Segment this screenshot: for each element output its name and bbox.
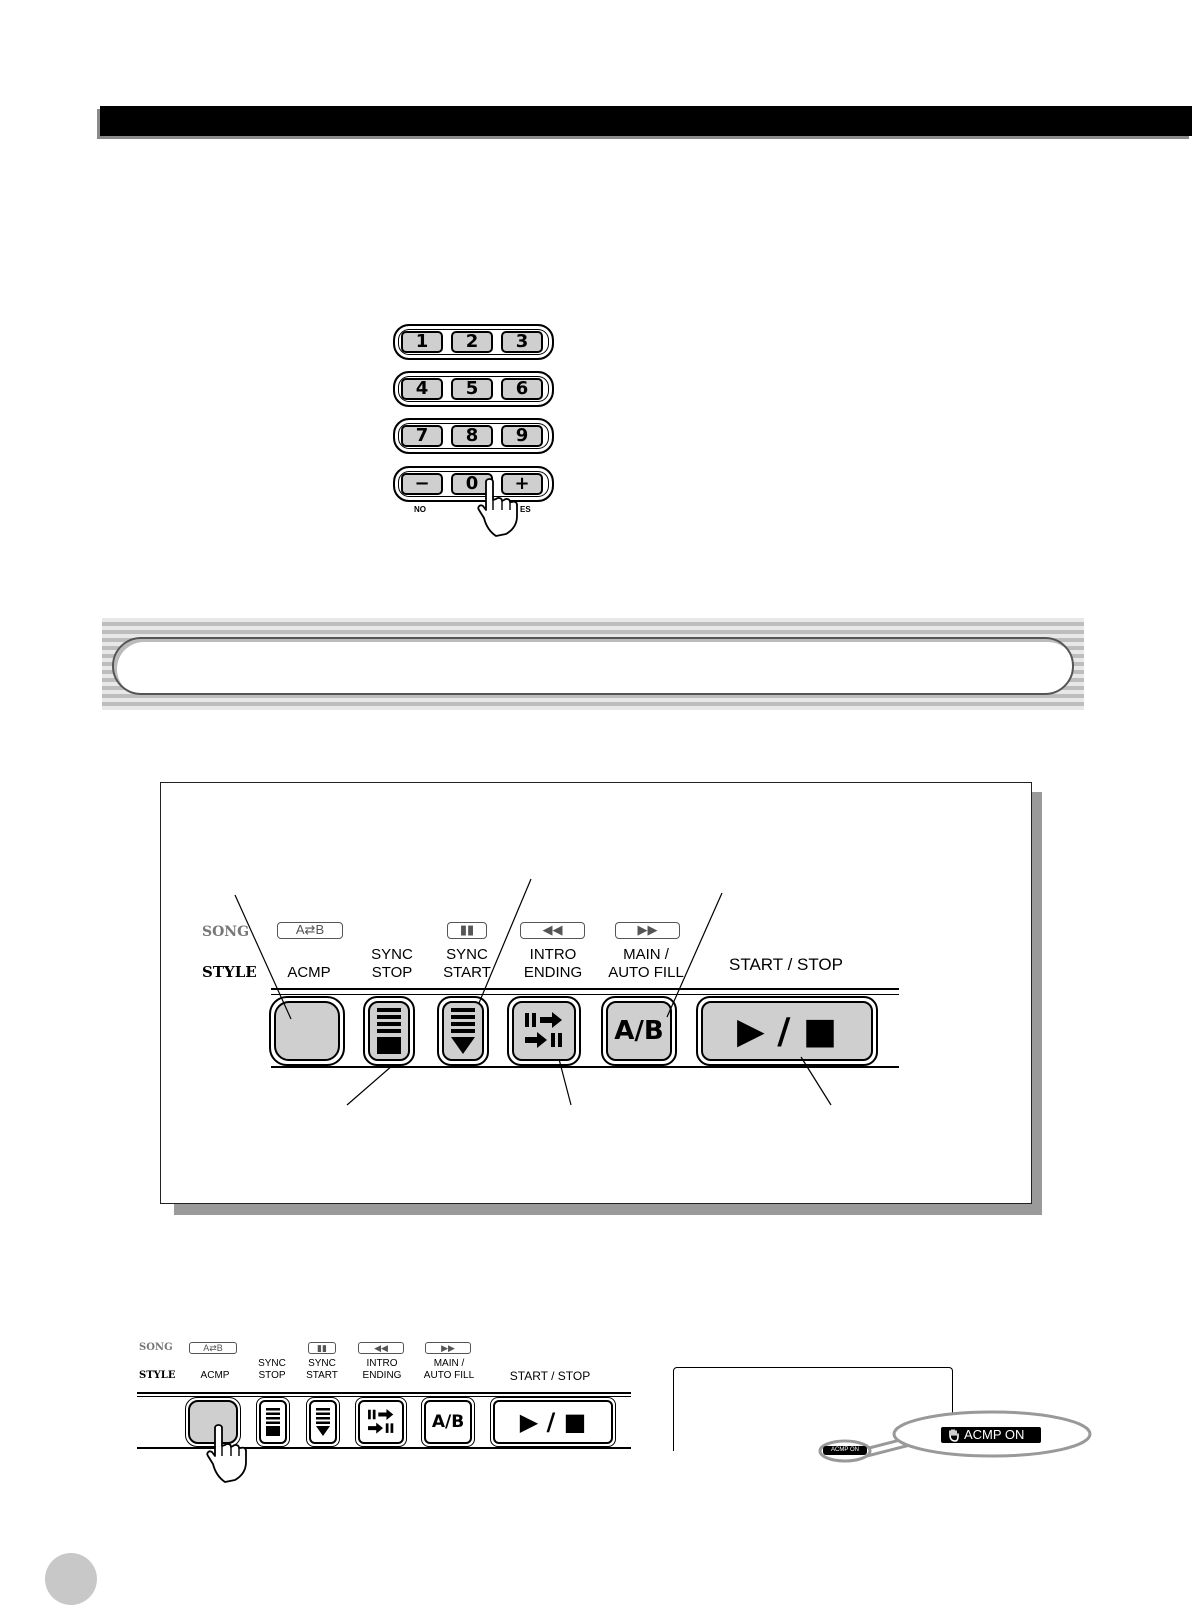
main-autofill-label-line2: AUTO FILL (608, 964, 684, 981)
main-autofill-label-small-line2: AUTO FILL (423, 1370, 475, 1381)
callout-line (667, 893, 722, 1017)
keypad-row (393, 466, 554, 502)
control-panel-illustration (160, 782, 1032, 1204)
key-6[interactable]: 6 (501, 378, 543, 400)
key-plus[interactable]: + (501, 473, 543, 495)
pointing-hand-icon (476, 478, 528, 538)
no-label: NO (414, 505, 426, 514)
fast-forward-icon: ▶▶ (425, 1342, 471, 1354)
song-label: SONG (202, 924, 250, 940)
section-header-bar (100, 106, 1192, 136)
section-title-pill (112, 637, 1074, 695)
sync-start-button-small[interactable] (306, 1397, 340, 1447)
main-autofill-button-small[interactable] (421, 1397, 475, 1447)
ab-repeat-indicator: A⇄B (277, 922, 343, 939)
sync-stop-button-small[interactable] (256, 1397, 290, 1447)
ab-button-text: A/B (606, 1001, 672, 1061)
intro-ending-label-small-line2: ENDING (362, 1370, 402, 1381)
sync-start-label-small-line2: START (306, 1370, 338, 1381)
sync-start-label-small-line1: SYNC (308, 1358, 336, 1369)
yes-label: ES (520, 505, 531, 514)
sync-stop-label-line2: STOP (371, 964, 413, 981)
keypad-row (393, 418, 554, 454)
pause-icon: ▮▮ (308, 1342, 336, 1354)
key-minus[interactable]: − (401, 473, 443, 495)
pointing-hand-icon (205, 1424, 257, 1484)
song-label-small: SONG (139, 1342, 173, 1353)
key-3[interactable]: 3 (501, 331, 543, 353)
key-4[interactable]: 4 (401, 378, 443, 400)
ab-button-text-small: A/B (424, 1400, 472, 1444)
sync-start-label-line1: SYNC (446, 946, 488, 963)
keypad-row (393, 371, 554, 407)
rewind-icon: ◀◀ (520, 922, 585, 939)
key-9[interactable]: 9 (501, 425, 543, 447)
start-stop-label-small: START / STOP (509, 1369, 591, 1383)
acmp-label: ACMP (287, 964, 331, 981)
sync-stop-button-small-face (259, 1400, 287, 1444)
sync-stop-label-small (252, 1358, 292, 1382)
start-stop-label: START / STOP (729, 955, 843, 974)
sync-start-button-small-face (309, 1400, 337, 1444)
ab-repeat-indicator-small: A⇄B (189, 1342, 237, 1354)
intro-ending-button-small[interactable] (355, 1397, 407, 1447)
sync-stop-label-line1: SYNC (371, 946, 413, 963)
key-2[interactable]: 2 (451, 331, 493, 353)
callout-line (347, 1065, 393, 1105)
callout-line (801, 1057, 831, 1105)
main-autofill-label-line1: MAIN / (623, 946, 669, 963)
acmp-on-text: ACMP ON (964, 1427, 1025, 1442)
callout-line (479, 879, 531, 1003)
sync-start-label-small (302, 1358, 342, 1382)
key-0[interactable]: 0 (451, 473, 493, 495)
callout-lines (161, 783, 1033, 1205)
main-autofill-label-small (416, 1358, 482, 1382)
callout-line (235, 895, 291, 1019)
hand-icon (947, 1428, 961, 1442)
style-label-small: STYLE (139, 1370, 176, 1381)
rewind-icon: ◀◀ (358, 1342, 404, 1354)
intro-ending-label-small-line1: INTRO (366, 1358, 398, 1369)
page-number-circle (45, 1553, 97, 1605)
intro-ending-button-small-face (358, 1400, 404, 1444)
sync-stop-icon (265, 1407, 281, 1437)
acmp-on-indicator-small: ACMP ON (823, 1446, 867, 1455)
start-stop-symbol-small: ▶ / ■ (493, 1400, 613, 1444)
sync-stop-label-small-line2: STOP (258, 1370, 286, 1381)
key-8[interactable]: 8 (451, 425, 493, 447)
intro-ending-label-line1: INTRO (529, 946, 577, 963)
keypad-row (393, 324, 554, 360)
intro-ending-label-small (354, 1358, 410, 1382)
key-1[interactable]: 1 (401, 331, 443, 353)
pause-icon: ▮▮ (447, 922, 487, 939)
intro-ending-icon (366, 1407, 396, 1437)
sync-start-icon (315, 1407, 331, 1437)
sync-start-label-line2: START (443, 964, 491, 981)
key-7[interactable]: 7 (401, 425, 443, 447)
start-stop-symbol: ▶ / ■ (701, 1001, 873, 1061)
acmp-label-small: ACMP (200, 1370, 230, 1381)
start-stop-button-small[interactable] (490, 1397, 616, 1447)
strip-line (137, 1392, 631, 1394)
main-autofill-label-small-line1: MAIN / (433, 1358, 465, 1369)
callout-line (559, 1059, 571, 1105)
style-label: STYLE (202, 963, 257, 981)
fast-forward-icon: ▶▶ (615, 922, 680, 939)
sync-stop-label-small-line1: SYNC (258, 1358, 286, 1369)
key-5[interactable]: 5 (451, 378, 493, 400)
acmp-on-indicator (941, 1427, 1041, 1443)
intro-ending-label-line2: ENDING (523, 964, 583, 981)
